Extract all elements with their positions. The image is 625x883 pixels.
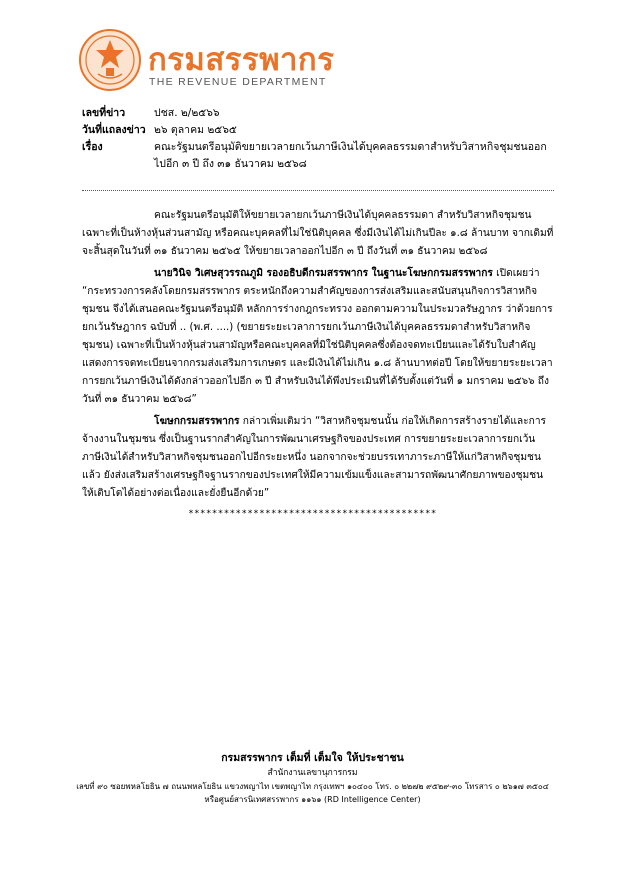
footer-rd-center: หรือศูนย์สารนิเทศสรรพากร ๑๑๖๑ (RD Intelligence Center): [204, 795, 421, 804]
paragraph-1-text: คณะรัฐมนตรีอนุมัติให้ขยายเวลายกเว้นภาษีเงินได้บุคคลธรรมดา สำหรับวิสาหกิจชุมชนเฉพาะที่เป็นห้างหุ้นส่วนสามัญ หรือคณะบุคคลที่ไม่ใช่นิติบุคคล ซึ่งมีเงินได้ไม่เกินปีละ ๑.๘ ล้านบาท จากเดิมที่จะสิ้นสุดในวันที่ ๓๑ ธันวาคม ๒๕๖๕ ให้ขยายเวลาออกไปอีก ๓ ปี ถึงวันที่ ๓๑ ธันวาคม ๒๕๖๘: [82, 210, 554, 257]
subject-label: เรื่อง: [82, 141, 103, 153]
end-marker: ******************************************: [188, 509, 437, 519]
paragraph-2-text: เปิดเผยว่า “กระทรวงการคลังโดยกรมสรรพากร ตระหนักถึงความสำคัญของการส่งเสริมและสนับสนุนกิจการวิสาหกิจชุมชน จึงได้เสนอคณะรัฐมนตรีอนุมัติ หลักการร่างกฎกระทรวง ออกตามความในประมวลรัษฎากร ว่าด้วยการยกเว้นรัษฎากร ฉบับที่ .. (พ.ศ. ....) (ขยายระยะเวลาการยกเว้นภาษีเงินได้บุคคลธรรมดาสำหรับวิสาหกิจชุมชน) เฉพาะที่เป็นห้างหุ้นส่วนสามัญหรือคณะบุคคลที่มิใช่นิติบุคคลซึ่งต้องจดทะเบียนและได้รับใบสำคัญแสดงการจดทะเบียนจากกรมส่งเสริมการเกษตร และมีเงินได้ไม่เกิน ๑.๘ ล้านบาทต่อปี โดยให้ขยายระยะเวลาการยกเว้นภาษีเงินได้ดังกล่าวออกไปอีก ๓ ปี สำหรับเงินได้พึงประเมินที่ได้รับตั้งแต่วันที่ ๑ มกราคม ๒๕๖๖ ถึงวันที่ ๓๑ ธันวาคม ๒๕๖๘”: [82, 268, 553, 405]
spokesperson-name: นายวินิจ วิเศษสุวรรณภูมิ รองอธิบดีกรมสรรพากร ในฐานะโฆษกกรมสรรพากร: [154, 268, 493, 279]
press-date-row: [82, 122, 552, 139]
paragraph-3-text: กล่าวเพิ่มเติมว่า “วิสาหกิจชุมชนนั้น ก่อให้เกิดการสร้างรายได้และการจ้างงานในชุมชน ซึ่งเป็นฐานรากสำคัญในการพัฒนาเศรษฐกิจของประเทศ การขยายระยะเวลาการยกเว้นภาษีเงินได้สำหรับวิสาหกิจชุมชนออกไปอีกระยะหนึ่ง นอกจากจะช่วยบรรเทาภาระภาษีให้แก่วิสาหกิจชุมชนแล้ว ยังส่งเสริมสร้างเศรษฐกิจฐานรากของประเทศให้มีความเข้มแข็งและสามารถพัฒนาศักยภาพของชุมชนให้เติบโตได้อย่างต่อเนื่องและยั่งยืนอีกด้วย”: [82, 416, 547, 499]
footer-office: สำนักงานเลขานุการกรม: [267, 768, 358, 778]
logo-thai-text: กรมสรรพากร: [148, 42, 335, 78]
paragraph-1: [82, 207, 554, 261]
news-number-value: ปชส. ๒/๒๕๖๖: [154, 107, 220, 119]
footer: [0, 750, 625, 806]
seal-icon: [78, 28, 142, 92]
logo-english-text: THE REVENUE DEPARTMENT: [149, 76, 327, 88]
press-date-label: วันที่แถลงข่าว: [82, 124, 146, 136]
news-number-row: [82, 105, 552, 122]
news-number-label: เลขที่ข่าว: [82, 107, 126, 119]
footer-address: เลขที่ ๙๐ ซอยพหลโยธิน ๗ ถนนพหลโยธิน แขวงพญาไท เขตพญาไท กรุงเทพฯ ๑๐๔๐๐ โทร. ๐ ๒๒๗๒ ๙๕๒๙-๓๐ โทรสาร ๐ ๒๖๑๗ ๓๕๐๔: [76, 782, 549, 791]
subject-value: คณะรัฐมนตรีอนุมัติขยายเวลายกเว้นภาษีเงินได้บุคคลธรรมดาสำหรับวิสาหกิจชุมชนออกไปอีก ๓ ปี ถึง ๓๑ ธันวาคม ๒๕๖๘: [154, 141, 547, 170]
revenue-department-logo: [78, 28, 338, 98]
paragraph-2: [82, 265, 554, 409]
press-date-value: ๒๖ ตุลาคม ๒๕๖๕: [154, 124, 237, 136]
spokesperson-title: โฆษกกรมสรรพากร: [154, 416, 240, 427]
news-metadata: [82, 105, 552, 173]
footer-slogan: กรมสรรพากร เต็มที่ เต็มใจ ให้ประชาชน: [221, 752, 404, 764]
press-release-body: [82, 207, 554, 507]
paragraph-3: [82, 413, 554, 503]
dotted-divider: [82, 190, 554, 191]
subject-row: [82, 139, 552, 173]
